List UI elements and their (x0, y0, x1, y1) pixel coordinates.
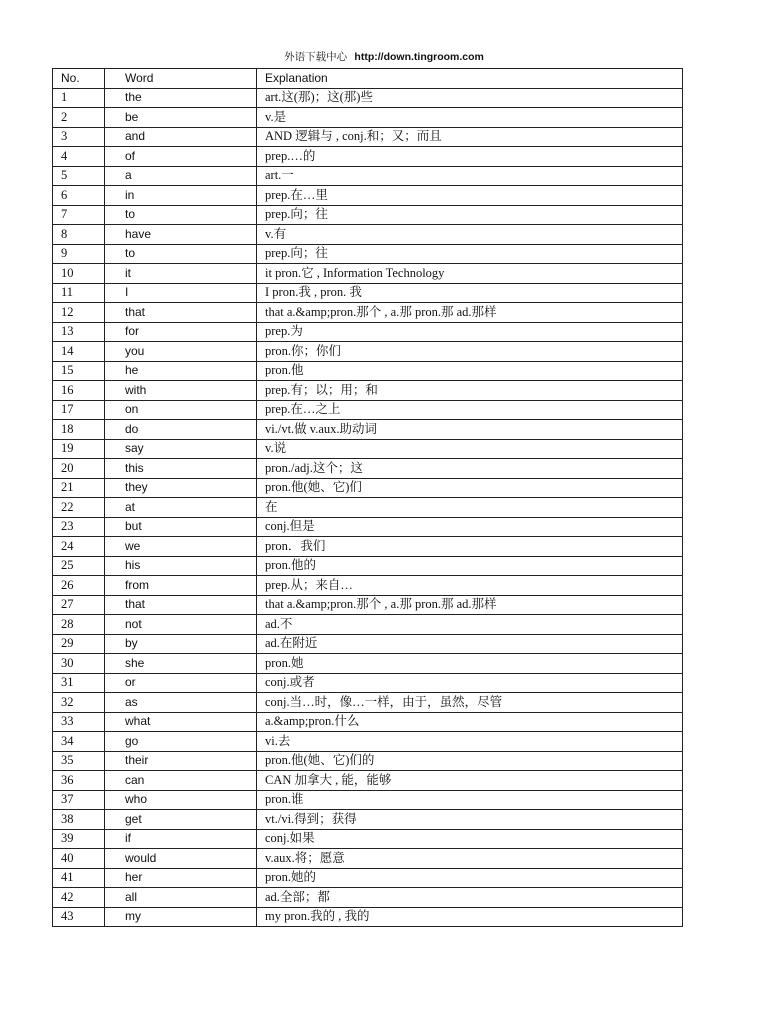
row-word: it (105, 264, 257, 284)
header-row (53, 69, 683, 89)
table-row (53, 322, 683, 342)
row-number: 27 (53, 595, 105, 615)
row-number: 6 (53, 186, 105, 206)
row-word: of (105, 147, 257, 167)
row-number: 16 (53, 381, 105, 401)
row-explanation: v.有 (257, 225, 683, 245)
row-number: 42 (53, 888, 105, 908)
row-word: as (105, 693, 257, 713)
row-number: 8 (53, 225, 105, 245)
table-row (53, 829, 683, 849)
row-word: go (105, 732, 257, 752)
row-explanation: prep.在…里 (257, 186, 683, 206)
table-row (53, 712, 683, 732)
table-row (53, 751, 683, 771)
row-explanation: CAN 加拿大 , 能，能够 (257, 771, 683, 791)
row-word: have (105, 225, 257, 245)
row-explanation: pron.她 (257, 654, 683, 674)
table-row (53, 439, 683, 459)
row-explanation: that a.&amp;pron.那个 , a.那 pron.那 ad.那样 (257, 595, 683, 615)
table-row (53, 771, 683, 791)
row-explanation: prep.向；往 (257, 205, 683, 225)
table-row (53, 576, 683, 596)
row-word: what (105, 712, 257, 732)
row-word: to (105, 244, 257, 264)
row-word: get (105, 810, 257, 830)
row-number: 32 (53, 693, 105, 713)
row-number: 28 (53, 615, 105, 635)
row-number: 23 (53, 517, 105, 537)
row-number: 33 (53, 712, 105, 732)
row-explanation: v.说 (257, 439, 683, 459)
row-explanation: pron.他(她、它)们 (257, 478, 683, 498)
table-row (53, 88, 683, 108)
table-row (53, 888, 683, 908)
row-word: can (105, 771, 257, 791)
row-number: 2 (53, 108, 105, 128)
row-word: we (105, 537, 257, 557)
table-row (53, 732, 683, 752)
row-number: 5 (53, 166, 105, 186)
row-number: 1 (53, 88, 105, 108)
word-table (52, 68, 683, 927)
table-row (53, 615, 683, 635)
row-word: and (105, 127, 257, 147)
column-header-no: No. (53, 69, 105, 89)
row-word: at (105, 498, 257, 518)
table-row (53, 225, 683, 245)
table-body (53, 88, 683, 927)
table-row (53, 205, 683, 225)
table-row (53, 127, 683, 147)
row-word: his (105, 556, 257, 576)
table-row (53, 517, 683, 537)
row-number: 40 (53, 849, 105, 869)
row-word: with (105, 381, 257, 401)
row-word: but (105, 517, 257, 537)
table-row (53, 166, 683, 186)
row-number: 30 (53, 654, 105, 674)
row-word: from (105, 576, 257, 596)
row-number: 21 (53, 478, 105, 498)
row-explanation: I pron.我 , pron. 我 (257, 283, 683, 303)
row-number: 3 (53, 127, 105, 147)
row-number: 10 (53, 264, 105, 284)
row-word: say (105, 439, 257, 459)
row-word: if (105, 829, 257, 849)
row-explanation: vi.去 (257, 732, 683, 752)
row-explanation: v.是 (257, 108, 683, 128)
row-explanation: pron.他的 (257, 556, 683, 576)
row-explanation: conj.但是 (257, 517, 683, 537)
row-word: be (105, 108, 257, 128)
table-row (53, 244, 683, 264)
table-row (53, 537, 683, 557)
row-number: 9 (53, 244, 105, 264)
row-word: I (105, 283, 257, 303)
row-word: a (105, 166, 257, 186)
row-word: who (105, 790, 257, 810)
row-word: would (105, 849, 257, 869)
row-number: 20 (53, 459, 105, 479)
row-word: on (105, 400, 257, 420)
table-row (53, 498, 683, 518)
table-header (53, 69, 683, 89)
table-row (53, 108, 683, 128)
page-header (0, 50, 768, 64)
table-row (53, 420, 683, 440)
table-row (53, 849, 683, 869)
row-number: 4 (53, 147, 105, 167)
row-word: this (105, 459, 257, 479)
row-explanation: conj.当…时，像…一样，由于，虽然，尽管 (257, 693, 683, 713)
table-row (53, 556, 683, 576)
row-number: 13 (53, 322, 105, 342)
table-row (53, 459, 683, 479)
row-word: my (105, 907, 257, 927)
row-number: 12 (53, 303, 105, 323)
row-explanation: that a.&amp;pron.那个 , a.那 pron.那 ad.那样 (257, 303, 683, 323)
row-explanation: pron./adj.这个；这 (257, 459, 683, 479)
row-word: her (105, 868, 257, 888)
row-explanation: v.aux.将；愿意 (257, 849, 683, 869)
row-number: 7 (53, 205, 105, 225)
table-row (53, 400, 683, 420)
row-explanation: ad.全部；都 (257, 888, 683, 908)
row-explanation: it pron.它 , Information Technology (257, 264, 683, 284)
row-number: 29 (53, 634, 105, 654)
row-word: not (105, 615, 257, 635)
row-explanation: conj.如果 (257, 829, 683, 849)
row-number: 37 (53, 790, 105, 810)
row-number: 22 (53, 498, 105, 518)
row-explanation: AND 逻辑与 , conj.和；又；而且 (257, 127, 683, 147)
table-row (53, 673, 683, 693)
row-explanation: a.&amp;pron.什么 (257, 712, 683, 732)
table-row (53, 868, 683, 888)
table-row (53, 264, 683, 284)
row-number: 34 (53, 732, 105, 752)
column-header-word: Word (105, 69, 257, 89)
row-explanation: pron.谁 (257, 790, 683, 810)
site-url-link[interactable]: http://down.tingroom.com (354, 51, 484, 63)
site-name: 外语下载中心 (284, 51, 348, 63)
column-header-explanation: Explanation (257, 69, 683, 89)
row-number: 15 (53, 361, 105, 381)
row-word: you (105, 342, 257, 362)
row-word: their (105, 751, 257, 771)
table-row (53, 478, 683, 498)
row-number: 18 (53, 420, 105, 440)
row-number: 14 (53, 342, 105, 362)
row-word: to (105, 205, 257, 225)
row-explanation: vi./vt.做 v.aux.助动词 (257, 420, 683, 440)
row-number: 11 (53, 283, 105, 303)
table-row (53, 654, 683, 674)
table-row (53, 907, 683, 927)
table-row (53, 595, 683, 615)
row-number: 38 (53, 810, 105, 830)
row-word: for (105, 322, 257, 342)
row-number: 17 (53, 400, 105, 420)
row-explanation: pron.他(她、它)们的 (257, 751, 683, 771)
row-explanation: pron.你；你们 (257, 342, 683, 362)
row-explanation: art.一 (257, 166, 683, 186)
row-word: they (105, 478, 257, 498)
row-explanation: conj.或者 (257, 673, 683, 693)
row-word: do (105, 420, 257, 440)
row-explanation: 在 (257, 498, 683, 518)
table-row (53, 186, 683, 206)
table-row (53, 303, 683, 323)
row-word: the (105, 88, 257, 108)
table-row (53, 283, 683, 303)
table-row (53, 634, 683, 654)
row-explanation: prep.为 (257, 322, 683, 342)
row-explanation: prep.…的 (257, 147, 683, 167)
row-explanation: ad.在附近 (257, 634, 683, 654)
row-number: 19 (53, 439, 105, 459)
row-number: 41 (53, 868, 105, 888)
row-word: that (105, 303, 257, 323)
row-explanation: ad.不 (257, 615, 683, 635)
row-number: 35 (53, 751, 105, 771)
row-number: 31 (53, 673, 105, 693)
row-explanation: vt./vi.得到；获得 (257, 810, 683, 830)
row-explanation: pron．我们 (257, 537, 683, 557)
row-explanation: prep.向；往 (257, 244, 683, 264)
table-row (53, 810, 683, 830)
row-word: in (105, 186, 257, 206)
table-row (53, 790, 683, 810)
table-row (53, 361, 683, 381)
row-number: 43 (53, 907, 105, 927)
row-number: 36 (53, 771, 105, 791)
row-number: 39 (53, 829, 105, 849)
row-number: 24 (53, 537, 105, 557)
row-word: that (105, 595, 257, 615)
row-number: 26 (53, 576, 105, 596)
row-number: 25 (53, 556, 105, 576)
row-explanation: my pron.我的 , 我的 (257, 907, 683, 927)
row-explanation: art.这(那)；这(那)些 (257, 88, 683, 108)
table-row (53, 342, 683, 362)
table-row (53, 693, 683, 713)
row-word: by (105, 634, 257, 654)
row-word: he (105, 361, 257, 381)
row-explanation: prep.在…之上 (257, 400, 683, 420)
row-explanation: pron.他 (257, 361, 683, 381)
row-word: all (105, 888, 257, 908)
table-row (53, 147, 683, 167)
row-explanation: pron.她的 (257, 868, 683, 888)
row-explanation: prep.有；以；用；和 (257, 381, 683, 401)
row-word: she (105, 654, 257, 674)
row-word: or (105, 673, 257, 693)
row-explanation: prep.从；来自… (257, 576, 683, 596)
table-row (53, 381, 683, 401)
